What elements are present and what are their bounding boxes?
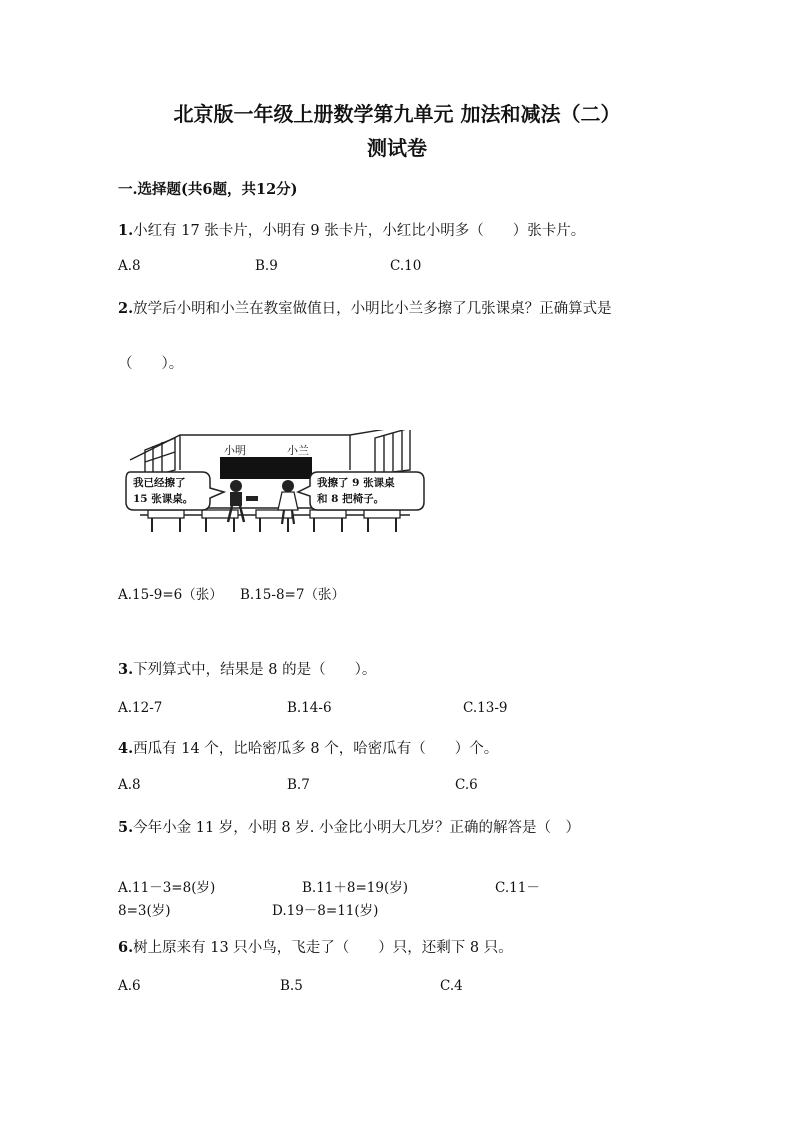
question-6 (118, 936, 513, 957)
name-label-right: 小兰 (287, 444, 309, 457)
question-number: 4. (118, 740, 134, 757)
name-label-left: 小明 (224, 444, 246, 457)
question-number: 1. (118, 222, 134, 239)
bubble-left-line2: 15 张课桌。 (133, 493, 194, 505)
option-a: A.15-9=6（张） (118, 587, 223, 603)
classroom-illustration (120, 430, 430, 538)
blackboard (220, 457, 312, 479)
question-4 (118, 737, 498, 758)
document-title: 北京版一年级上册数学第九单元 加法和减法（二） (173, 102, 621, 126)
question-3 (118, 658, 376, 679)
option-c-continued: 8=3(岁) (118, 903, 171, 919)
option-a: A.6 (118, 978, 141, 994)
option-b: B.14-6 (287, 700, 332, 716)
bubble-right-line1: 我擦了 9 张课桌 (317, 477, 395, 489)
option-c: C.4 (440, 978, 463, 994)
question-text: 小红有 17 张卡片，小明有 9 张卡片，小红比小明多（ ）张卡片。 (133, 223, 586, 239)
answer-blank: （ ）。 (118, 356, 184, 372)
document-subtitle: 测试卷 (367, 136, 427, 160)
question-1 (118, 219, 585, 240)
option-d: D.19－8=11(岁) (272, 903, 379, 919)
question-number: 5. (118, 819, 134, 836)
option-c: C.6 (455, 777, 478, 793)
option-b: B.11＋8=19(岁) (302, 880, 409, 896)
section-header: 一.选择题(共6题，共12分) (118, 181, 298, 198)
question-text: 下列算式中，结果是 8 的是（ ）。 (133, 662, 377, 678)
option-c: C.13-9 (463, 700, 508, 716)
bubble-right-line2: 和 8 把椅子。 (317, 493, 385, 505)
question-number: 2. (118, 300, 134, 317)
bubble-left-line1: 我已经擦了 (133, 477, 186, 489)
option-b: B.7 (287, 777, 310, 793)
option-c: C.10 (390, 258, 422, 274)
option-a: A.11－3=8(岁) (118, 880, 216, 896)
option-b: B.5 (280, 978, 303, 994)
option-b: B.9 (255, 258, 278, 274)
question-text: 放学后小明和小兰在教室做值日，小明比小兰多擦了几张课桌？正确算式是 (133, 301, 612, 317)
question-5 (118, 816, 580, 837)
option-a: A.12-7 (118, 700, 163, 716)
option-b: B.15-8=7（张） (240, 587, 345, 603)
option-a: A.8 (118, 777, 141, 793)
question-number: 6. (118, 939, 134, 956)
option-c: C.11－ (495, 880, 540, 896)
question-text: 今年小金 11 岁，小明 8 岁. 小金比小明大几岁？正确的解答是（ ） (133, 820, 580, 836)
question-text: 树上原来有 13 只小鸟，飞走了（ ）只，还剩下 8 只。 (133, 940, 513, 956)
question-text: 西瓜有 14 个，比哈密瓜多 8 个，哈密瓜有（ ）个。 (133, 741, 499, 757)
question-2 (118, 297, 612, 318)
question-number: 3. (118, 661, 134, 678)
option-a: A.8 (118, 258, 141, 274)
